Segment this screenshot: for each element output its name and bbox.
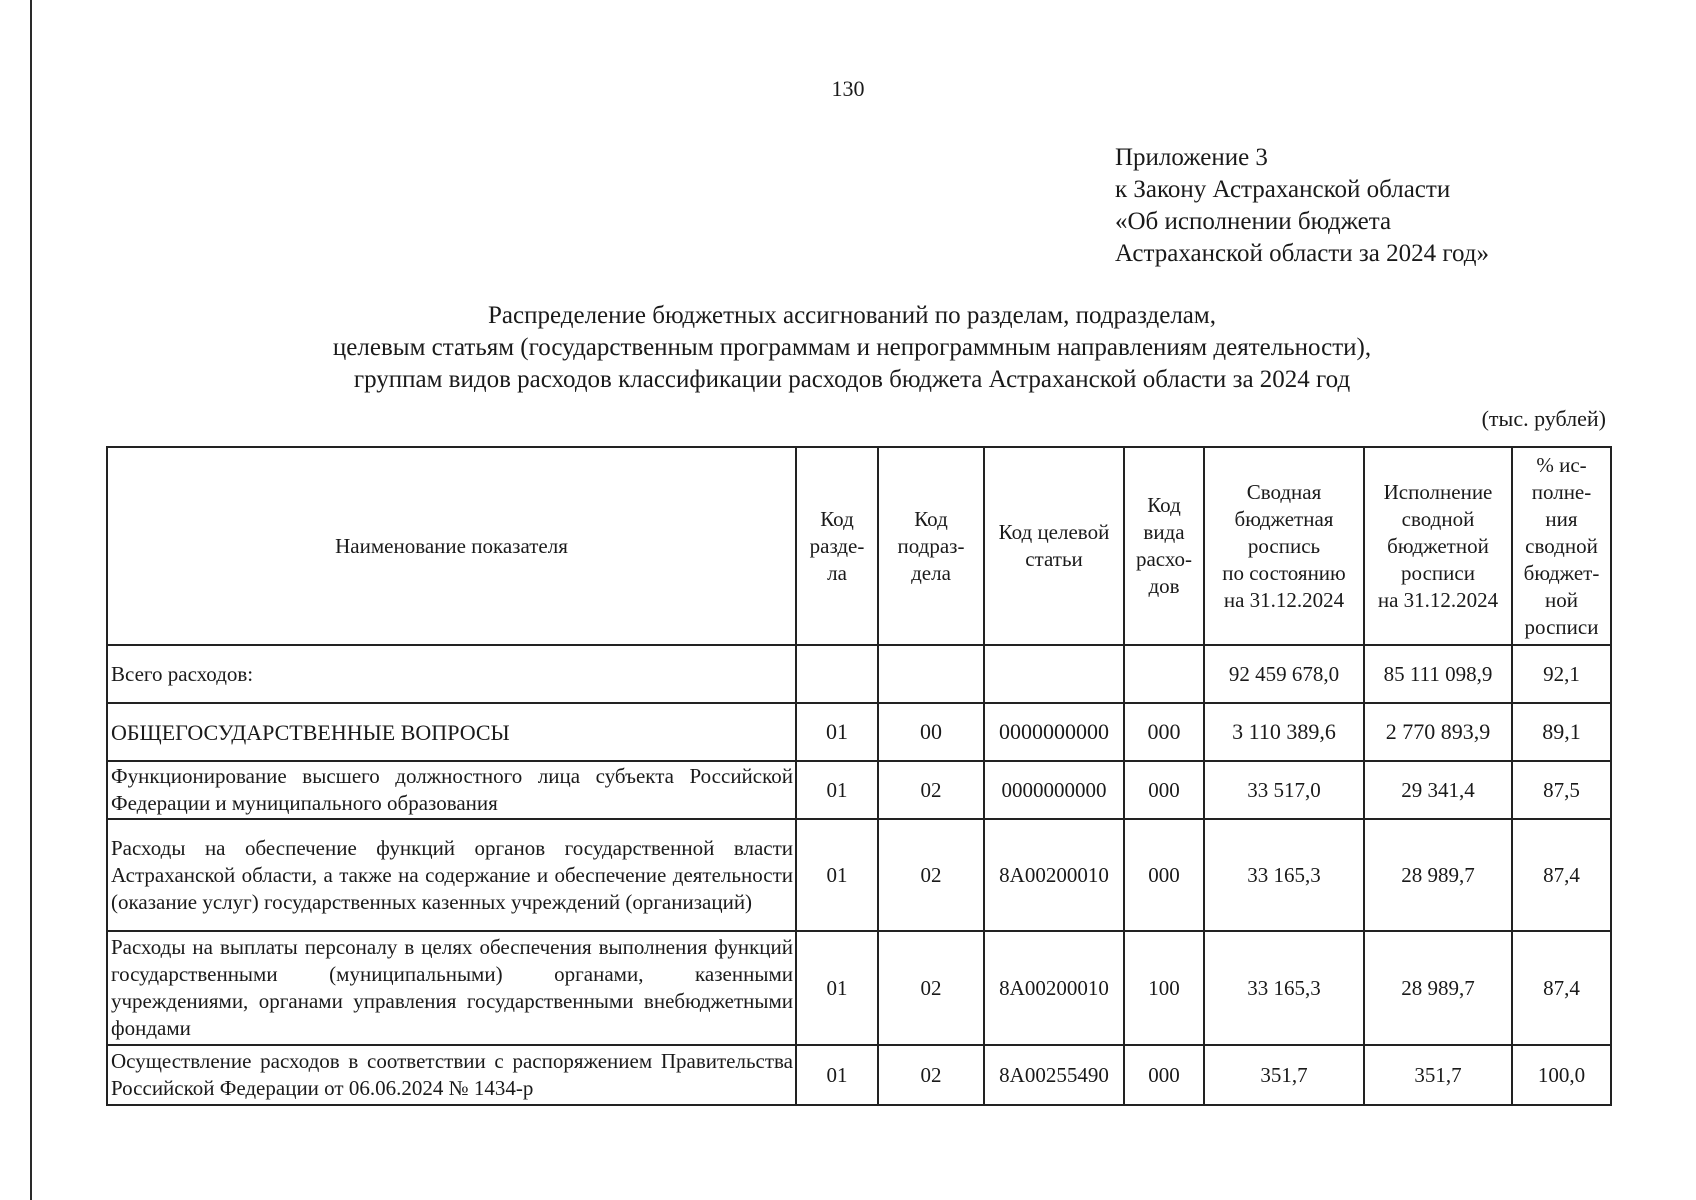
header-line: ния bbox=[1545, 506, 1578, 531]
page-number: 130 bbox=[831, 76, 865, 101]
cell-target: 8А00200010 bbox=[984, 819, 1124, 931]
header-name bbox=[107, 447, 796, 645]
cell-subsection: 02 bbox=[878, 1045, 984, 1105]
cell-target: 0000000000 bbox=[984, 761, 1124, 819]
appendix-line: к Закону Астраханской области bbox=[1115, 176, 1451, 203]
cell-executed: 28 989,7 bbox=[1364, 931, 1512, 1045]
header-expense-type bbox=[1124, 447, 1204, 645]
cell-percent: 92,1 bbox=[1512, 645, 1611, 703]
cell-target bbox=[984, 645, 1124, 703]
cell-expense-type: 000 bbox=[1124, 761, 1204, 819]
cell-expense-type: 000 bbox=[1124, 703, 1204, 761]
cell-expense-type bbox=[1124, 645, 1204, 703]
cell-executed: 351,7 bbox=[1364, 1045, 1512, 1105]
header-line: Код bbox=[914, 506, 948, 531]
cell-target: 8А00255490 bbox=[984, 1045, 1124, 1105]
header-line: росписи bbox=[1401, 560, 1475, 585]
cell-percent: 87,4 bbox=[1512, 819, 1611, 931]
title-line: группам видов расходов классификации расходов бюджета Астраханской области за 2024 год bbox=[353, 366, 1351, 393]
cell-planned: 33 165,3 bbox=[1204, 931, 1364, 1045]
header-target bbox=[984, 447, 1124, 645]
title-line: Распределение бюджетных ассигнований по разделам, подразделам, bbox=[488, 302, 1216, 329]
header-section bbox=[796, 447, 878, 645]
cell-subsection: 02 bbox=[878, 931, 984, 1045]
cell-subsection bbox=[878, 645, 984, 703]
appendix-line: Астраханской области за 2024 год» bbox=[1115, 240, 1490, 267]
cell-name: Функционирование высшего должностного лица субъекта Российской Федерации и муниципального образования bbox=[107, 761, 796, 819]
cell-percent: 100,0 bbox=[1512, 1045, 1611, 1105]
table-header-row bbox=[107, 447, 1611, 645]
budget-table bbox=[106, 446, 1612, 1106]
cell-percent: 87,4 bbox=[1512, 931, 1611, 1045]
scan-left-edge-line bbox=[30, 0, 32, 1200]
cell-planned: 3 110 389,6 bbox=[1204, 703, 1364, 761]
cell-section: 01 bbox=[796, 819, 878, 931]
header-line: полне- bbox=[1531, 479, 1592, 504]
cell-expense-type: 000 bbox=[1124, 1045, 1204, 1105]
header-line: подраз- bbox=[897, 533, 965, 558]
header-line: Исполнение bbox=[1383, 479, 1493, 504]
header-name-label: Наименование показателя bbox=[335, 533, 568, 558]
table-row-section bbox=[107, 703, 1611, 761]
table-row bbox=[107, 1045, 1611, 1105]
cell-section: 01 bbox=[796, 931, 878, 1045]
cell-percent: 89,1 bbox=[1512, 703, 1611, 761]
cell-name: Расходы на обеспечение функций органов государственной власти Астраханской области, а также на содержание и обеспечение деятельности (оказание услуг) государственных казенных учреждений (организаций) bbox=[107, 819, 796, 931]
header-line: Сводная bbox=[1246, 479, 1322, 504]
header-line: на 31.12.2024 bbox=[1377, 587, 1499, 612]
appendix-header bbox=[1115, 142, 1489, 270]
header-line: ла bbox=[827, 560, 847, 585]
header-line: бюджетная bbox=[1234, 506, 1334, 531]
document-title bbox=[160, 300, 1544, 396]
cell-section: 01 bbox=[796, 761, 878, 819]
cell-planned: 351,7 bbox=[1204, 1045, 1364, 1105]
cell-executed: 28 989,7 bbox=[1364, 819, 1512, 931]
header-line: Код bbox=[1147, 493, 1181, 517]
cell-target: 8А00200010 bbox=[984, 931, 1124, 1045]
header-line: статьи bbox=[1025, 547, 1083, 571]
header-line: по состоянию bbox=[1222, 560, 1346, 585]
header-line: Код bbox=[820, 506, 854, 531]
header-line: вида bbox=[1143, 520, 1185, 544]
header-line: сводной bbox=[1525, 533, 1598, 558]
cell-section bbox=[796, 645, 878, 703]
cell-subsection: 00 bbox=[878, 703, 984, 761]
header-planned bbox=[1204, 447, 1364, 645]
cell-expense-type: 000 bbox=[1124, 819, 1204, 931]
cell-name: ОБЩЕГОСУДАРСТВЕННЫЕ ВОПРОСЫ bbox=[107, 703, 796, 761]
header-line: Код целевой bbox=[998, 520, 1110, 544]
header-line: бюджетной bbox=[1387, 533, 1489, 558]
cell-executed: 29 341,4 bbox=[1364, 761, 1512, 819]
cell-planned: 92 459 678,0 bbox=[1204, 645, 1364, 703]
cell-name: Осуществление расходов в соответствии с распоряжением Правительства Российской Федерации от 06.06.2024 № 1434-р bbox=[107, 1045, 796, 1105]
header-line: роспись bbox=[1247, 533, 1321, 558]
title-line: целевым статьям (государственным программам и непрограммным направлениям деятельности), bbox=[332, 334, 1372, 361]
cell-section: 01 bbox=[796, 703, 878, 761]
cell-planned: 33 165,3 bbox=[1204, 819, 1364, 931]
header-line: ной bbox=[1545, 587, 1578, 612]
table-row bbox=[107, 819, 1611, 931]
header-line: на 31.12.2024 bbox=[1223, 587, 1345, 612]
cell-name: Расходы на выплаты персоналу в целях обеспечения выполнения функций государственными (муниципальными) органами, казенными учреждениями, органами управления государственными внебюджетными фондами bbox=[107, 931, 796, 1045]
table-row bbox=[107, 931, 1611, 1045]
appendix-line: «Об исполнении бюджета bbox=[1115, 208, 1392, 235]
cell-expense-type: 100 bbox=[1124, 931, 1204, 1045]
header-executed bbox=[1364, 447, 1512, 645]
cell-executed: 2 770 893,9 bbox=[1364, 703, 1512, 761]
header-line: росписи bbox=[1524, 614, 1599, 639]
cell-subsection: 02 bbox=[878, 761, 984, 819]
cell-percent: 87,5 bbox=[1512, 761, 1611, 819]
cell-executed: 85 111 098,9 bbox=[1364, 645, 1512, 703]
table-row-total bbox=[107, 645, 1611, 703]
header-line: % ис- bbox=[1536, 452, 1587, 477]
header-line: бюджет- bbox=[1523, 560, 1600, 585]
header-line: разде- bbox=[809, 533, 865, 558]
header-line: расхо- bbox=[1135, 547, 1193, 571]
cell-section: 01 bbox=[796, 1045, 878, 1105]
header-line: сводной bbox=[1401, 506, 1475, 531]
appendix-line: Приложение 3 bbox=[1115, 144, 1268, 171]
header-line: дела bbox=[911, 560, 951, 585]
header-line: дов bbox=[1148, 574, 1180, 598]
cell-name: Всего расходов: bbox=[107, 645, 796, 703]
header-subsection bbox=[878, 447, 984, 645]
cell-subsection: 02 bbox=[878, 819, 984, 931]
cell-planned: 33 517,0 bbox=[1204, 761, 1364, 819]
units-label: (тыс. рублей) bbox=[1481, 406, 1606, 431]
header-percent bbox=[1512, 447, 1611, 645]
cell-target: 0000000000 bbox=[984, 703, 1124, 761]
table-row bbox=[107, 761, 1611, 819]
